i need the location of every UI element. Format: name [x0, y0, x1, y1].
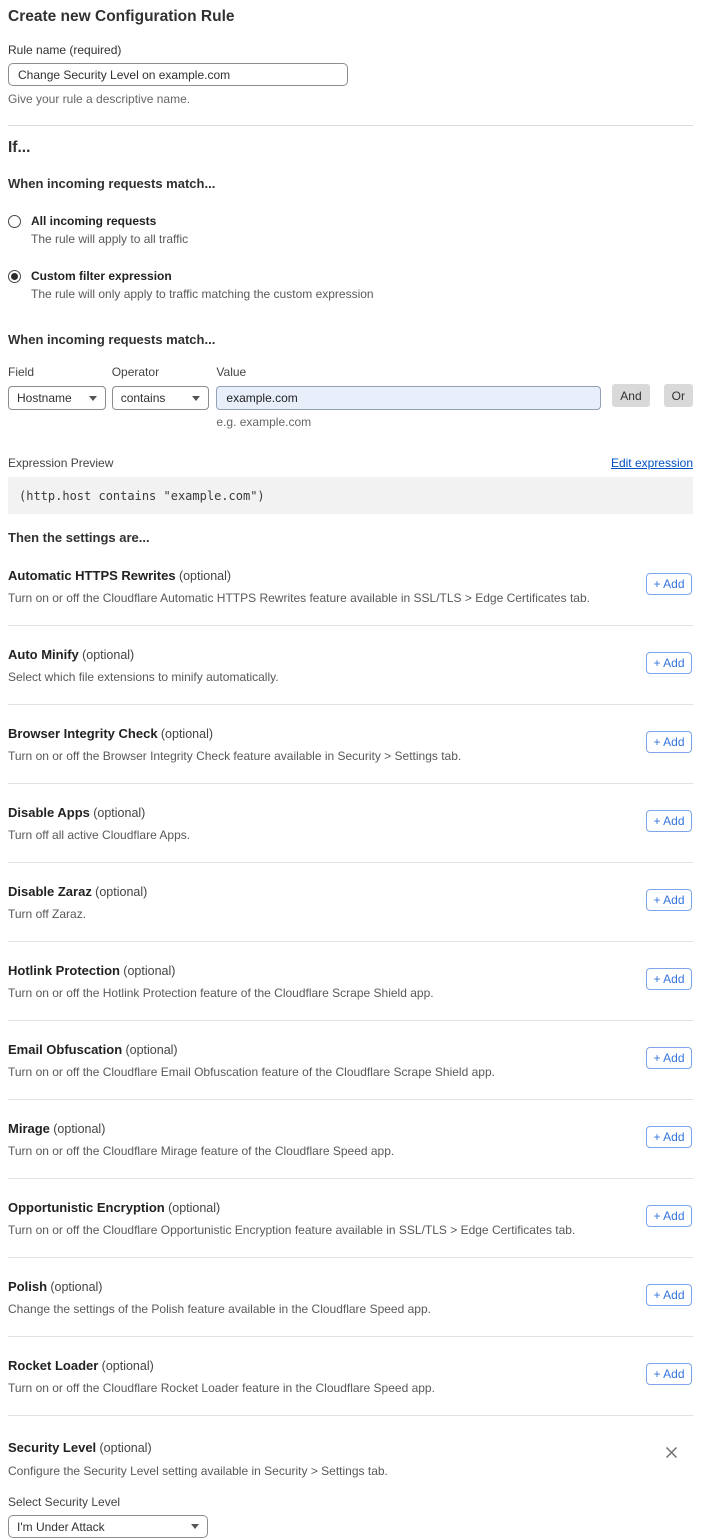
radio-label: All incoming requests — [31, 214, 157, 228]
setting-description: Turn on or off the Cloudflare Email Obfuscation feature of the Cloudflare Scrape Shield app. — [8, 1065, 495, 1079]
setting-optional-tag: (optional) — [53, 1122, 106, 1136]
rule-name-label: Rule name (required) — [8, 43, 122, 57]
security-level-section — [8, 1416, 693, 1538]
setting-description: Select which file extensions to minify automatically. — [8, 670, 279, 684]
setting-row — [8, 1179, 693, 1258]
setting-row — [8, 1100, 693, 1179]
or-button[interactable]: Or — [664, 384, 693, 407]
setting-title: Auto Minify — [8, 647, 79, 662]
field-select[interactable] — [8, 386, 106, 410]
add-button[interactable]: + Add — [646, 652, 692, 674]
expression-preview-label: Expression Preview — [8, 456, 114, 470]
setting-title: Disable Zaraz — [8, 884, 92, 899]
setting-row — [8, 1337, 693, 1416]
security-select-label: Select Security Level — [8, 1495, 121, 1509]
security-level-select-value: I'm Under Attack — [17, 1519, 105, 1534]
setting-title: Polish — [8, 1279, 48, 1294]
setting-row — [8, 942, 693, 1021]
match-heading: When incoming requests match... — [8, 176, 216, 191]
rule-name-input[interactable] — [8, 63, 348, 86]
setting-optional-tag: (optional) — [50, 1280, 103, 1294]
add-button[interactable]: + Add — [646, 1284, 692, 1306]
setting-description: Change the settings of the Polish feature available in the Cloudflare Speed app. — [8, 1302, 431, 1316]
radio-button-icon[interactable] — [8, 215, 21, 228]
setting-description: Turn on or off the Cloudflare Rocket Loader feature in the Cloudflare Speed app. — [8, 1381, 435, 1395]
add-button[interactable]: + Add — [646, 1205, 692, 1227]
add-button[interactable]: + Add — [646, 731, 692, 753]
add-button[interactable]: + Add — [646, 968, 692, 990]
security-level-description: Configure the Security Level setting available in Security > Settings tab. — [8, 1464, 388, 1478]
setting-row — [8, 547, 693, 626]
security-level-optional-tag: (optional) — [99, 1441, 152, 1455]
then-heading: Then the settings are... — [8, 530, 150, 545]
add-button[interactable]: + Add — [646, 1126, 692, 1148]
setting-row — [8, 784, 693, 863]
operator-label: Operator — [111, 365, 160, 379]
add-button[interactable]: + Add — [646, 573, 692, 595]
add-button[interactable]: + Add — [646, 1363, 692, 1385]
chevron-down-icon — [89, 396, 97, 401]
setting-title: Hotlink Protection — [8, 963, 120, 978]
setting-description: Turn off all active Cloudflare Apps. — [8, 828, 191, 842]
value-input[interactable] — [216, 386, 601, 410]
security-level-select[interactable] — [8, 1515, 208, 1538]
setting-title: Email Obfuscation — [8, 1042, 123, 1057]
setting-row — [8, 626, 693, 705]
rule-name-helper: Give your rule a descriptive name. — [8, 92, 191, 106]
security-level-title: Security Level — [8, 1440, 97, 1455]
value-label: Value — [216, 365, 247, 379]
setting-description: Turn on or off the Hotlink Protection feature of the Cloudflare Scrape Shield app. — [8, 986, 434, 1000]
setting-optional-tag: (optional) — [95, 885, 148, 899]
chevron-down-icon — [191, 1524, 199, 1529]
setting-optional-tag: (optional) — [101, 1359, 154, 1373]
radio-description: The rule will only apply to traffic matching the custom expression — [31, 287, 374, 301]
radio-all-incoming-requests[interactable] — [8, 214, 693, 246]
divider — [8, 125, 693, 126]
add-button[interactable]: + Add — [646, 889, 692, 911]
radio-description: The rule will apply to all traffic — [31, 232, 189, 246]
setting-optional-tag: (optional) — [168, 1201, 221, 1215]
radio-custom-filter-expression[interactable] — [8, 269, 693, 301]
setting-title: Disable Apps — [8, 805, 90, 820]
operator-select-value: contains — [120, 391, 166, 405]
setting-title: Rocket Loader — [8, 1358, 99, 1373]
setting-description: Turn on or off the Cloudflare Mirage feature of the Cloudflare Speed app. — [8, 1144, 395, 1158]
setting-description: Turn on or off the Cloudflare Automatic HTTPS Rewrites feature available in SSL/TLS > Edge Certificates tab. — [8, 591, 590, 605]
setting-description: Turn on or off the Browser Integrity Check feature available in Security > Settings tab. — [8, 749, 462, 763]
setting-row — [8, 863, 693, 942]
setting-title: Browser Integrity Check — [8, 726, 158, 741]
edit-expression-link[interactable]: Edit expression — [610, 456, 693, 470]
add-button[interactable]: + Add — [646, 1047, 692, 1069]
operator-select[interactable] — [112, 386, 210, 410]
and-button[interactable]: And — [612, 384, 649, 407]
setting-optional-tag: (optional) — [125, 1043, 178, 1057]
setting-optional-tag: (optional) — [160, 727, 214, 741]
radio-label: Custom filter expression — [31, 269, 172, 283]
chevron-down-icon — [192, 396, 200, 401]
expression-preview-code: (http.host contains "example.com") — [8, 477, 693, 514]
setting-description: Turn off Zaraz. — [8, 907, 87, 921]
close-icon[interactable] — [664, 1444, 680, 1460]
setting-optional-tag: (optional) — [82, 648, 135, 662]
filter-heading: When incoming requests match... — [8, 332, 216, 347]
filter-builder-row — [8, 365, 693, 429]
field-label: Field — [8, 365, 35, 379]
field-select-value: Hostname — [17, 391, 72, 405]
setting-description: Turn on or off the Cloudflare Opportunistic Encryption feature available in SSL/TLS > Edge Certificates tab. — [8, 1223, 576, 1237]
add-button[interactable]: + Add — [646, 810, 692, 832]
setting-optional-tag: (optional) — [93, 806, 146, 820]
setting-optional-tag: (optional) — [178, 569, 232, 583]
setting-row — [8, 705, 693, 784]
setting-title: Mirage — [8, 1121, 50, 1136]
setting-title: Automatic HTTPS Rewrites — [8, 568, 176, 583]
page-title: Create new Configuration Rule — [8, 8, 235, 25]
setting-row — [8, 1021, 693, 1100]
setting-title: Opportunistic Encryption — [8, 1200, 165, 1215]
value-helper: e.g. example.com — [216, 415, 312, 429]
setting-row — [8, 1258, 693, 1337]
settings-list — [8, 547, 693, 1416]
setting-optional-tag: (optional) — [123, 964, 176, 978]
if-heading: If... — [8, 139, 31, 156]
radio-button-icon[interactable] — [8, 270, 21, 283]
